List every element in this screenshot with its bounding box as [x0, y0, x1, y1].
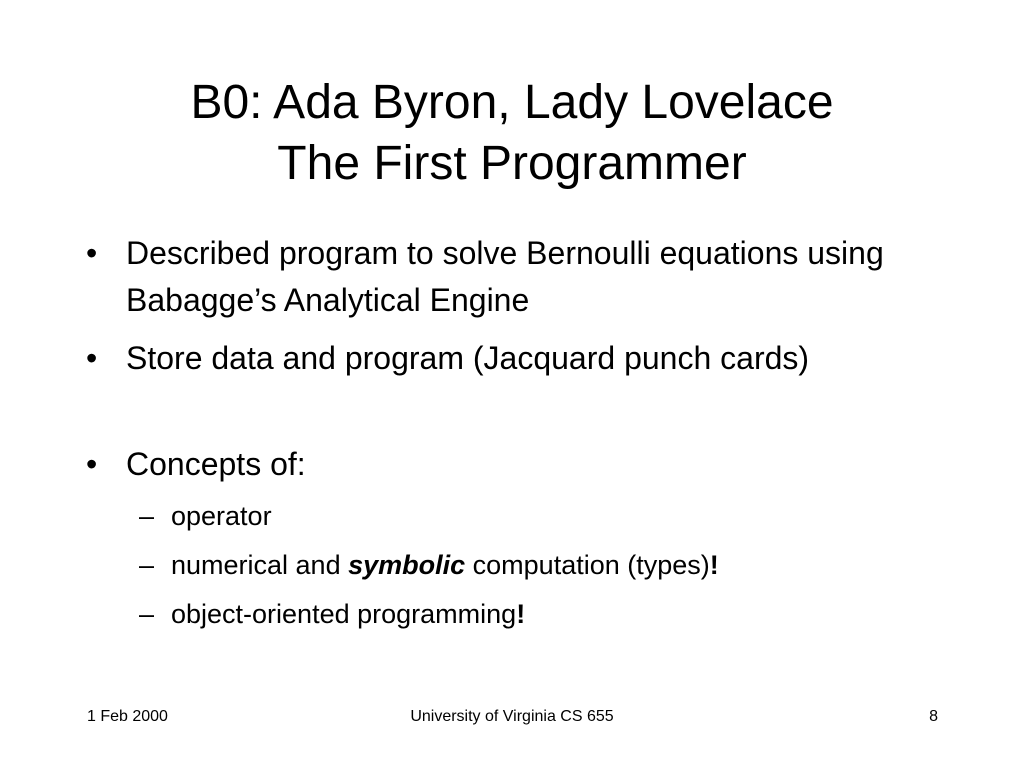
bullet-marker: • [86, 340, 98, 376]
sub-bullet-marker: – [139, 501, 155, 531]
title-line-1: B0: Ada Byron, Lady Lovelace [190, 76, 834, 129]
sub-bullet-marker: – [139, 550, 155, 580]
sub-bullet-text-pre: object-oriented programming [171, 599, 517, 629]
bullet-text: Described program to solve Bernoulli equations using Babagge’s Analytical Engine [126, 235, 884, 318]
bullet-item [86, 230, 926, 324]
footer-date: 1 Feb 2000 [87, 708, 168, 725]
bullet-marker: • [86, 446, 98, 482]
sub-bullet-text: operator [171, 501, 272, 531]
bullet-text: Concepts of: [126, 446, 306, 482]
emphasis-symbolic: symbolic [348, 550, 466, 580]
footer-page-number: 8 [929, 708, 938, 725]
sub-bullet-item [139, 547, 931, 583]
sub-bullet-item [139, 498, 931, 534]
title-line-2: The First Programmer [277, 137, 747, 190]
sub-bullet-text-post: computation (types) [465, 550, 710, 580]
exclamation-mark: ! [709, 550, 719, 580]
sub-bullet-text-pre: numerical and [171, 550, 349, 580]
footer-course: University of Virginia CS 655 [410, 708, 614, 725]
bullet-item [86, 335, 926, 382]
sub-bullet-marker: – [139, 599, 155, 629]
slide-title [40, 72, 984, 194]
sub-bullet-item [139, 596, 931, 632]
bullet-text: Store data and program (Jacquard punch cards) [126, 340, 810, 376]
exclamation-mark: ! [516, 599, 526, 629]
bullet-marker: • [86, 235, 98, 271]
bullet-item [86, 441, 926, 488]
